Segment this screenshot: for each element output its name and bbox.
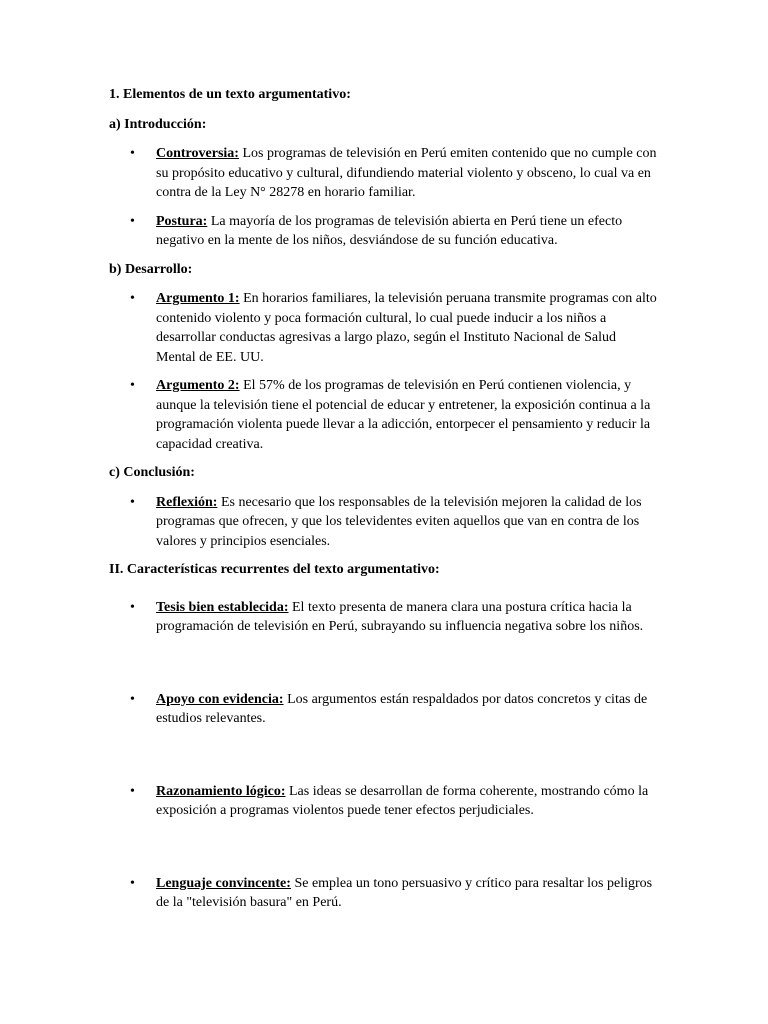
- item-text: Las ideas se desarrollan de forma coherente, mostrando cómo la exposición a programas violentos puede tener efectos perjudiciales.: [156, 783, 649, 818]
- list-introduccion: [109, 144, 659, 251]
- list-item: [109, 598, 659, 637]
- list-item: [109, 874, 659, 913]
- list-item: [109, 289, 659, 367]
- item-text: En horarios familiares, la televisión peruana transmite programas con alto contenido violento y poca formación cultural, lo cual puede inducir a los niños a desarrollar conductas agresivas a largo plazo, según el Instituto Nacional de Salud Mental de EE. UU.: [156, 291, 657, 365]
- list-desarrollo: [109, 289, 659, 454]
- item-text: Los argumentos están respaldados por datos concretos y citas de estudios relevantes.: [156, 691, 648, 726]
- item-text: Se emplea un tono persuasivo y crítico para resaltar los peligros de la "televisión basura" en Perú.: [156, 875, 653, 910]
- list-caracteristicas: [109, 598, 659, 913]
- list-item: [109, 376, 659, 454]
- document-title: 1. Elementos de un texto argumentativo:: [109, 87, 351, 102]
- list-item: [109, 493, 659, 552]
- list-conclusion: [109, 493, 659, 552]
- item-term: Tesis bien establecida:: [156, 599, 289, 615]
- list-item: [109, 690, 659, 729]
- item-text: El texto presenta de manera clara una postura crítica hacia la programación de televisión en Perú, subrayando su influencia negativa sobre los niños.: [156, 599, 644, 634]
- list-item: [109, 212, 659, 251]
- item-term: Argumento 2:: [156, 378, 240, 393]
- section-heading-caracteristicas: II. Características recurrentes del texto argumentativo:: [109, 562, 440, 577]
- item-term: Controversia:: [156, 146, 239, 161]
- section-heading-desarrollo: b) Desarrollo:: [109, 261, 193, 277]
- item-term: Apoyo con evidencia:: [156, 691, 284, 707]
- item-text: Es necesario que los responsables de la televisión mejoren la calidad de los programas que ofrecen, y que los televidentes eviten aquellos que van en contra de los valores y principios esenciales.: [156, 494, 642, 549]
- section-heading-introduccion: a) Introducción:: [109, 116, 207, 132]
- list-item: [109, 782, 659, 821]
- list-item: [109, 144, 659, 203]
- item-term: Razonamiento lógico:: [156, 783, 286, 799]
- section-heading-conclusion: c) Conclusión:: [109, 465, 195, 480]
- item-term: Reflexión:: [156, 494, 218, 510]
- item-term: Lenguaje convincente:: [156, 875, 291, 891]
- document-page: [109, 85, 659, 966]
- item-term: Argumento 1:: [156, 291, 240, 306]
- item-text: El 57% de los programas de televisión en Perú contienen violencia, y aunque la televisión tiene el potencial de educar y entretener, la exposición continua a la programación violenta puede llevar a la adicción, entorpecer el pensamiento y reducir la capacidad creativa.: [156, 378, 651, 452]
- item-text: Los programas de televisión en Perú emiten contenido que no cumple con su propósito educativo y cultural, difundiendo material violento y obsceno, lo cual va en contra de la Ley N° 28278 en horario familiar.: [156, 146, 657, 200]
- item-term: Postura:: [156, 213, 208, 229]
- item-text: La mayoría de los programas de televisión abierta en Perú tiene un efecto negativo en la mente de los niños, desviándose de su función educativa.: [156, 213, 623, 248]
